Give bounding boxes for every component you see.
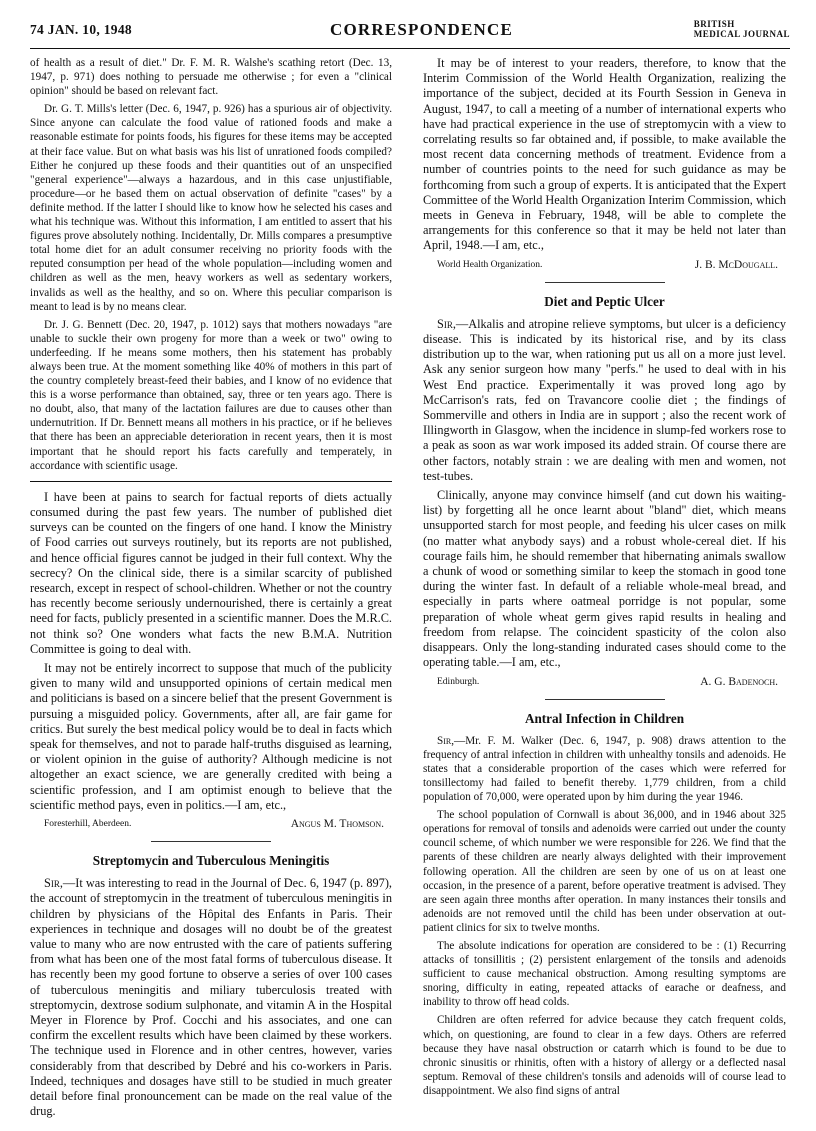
signature-place: World Health Organization. — [437, 259, 543, 270]
article-heading: Antral Infection in Children — [524, 710, 685, 726]
divider — [151, 841, 271, 842]
paragraph-text: —Mr. F. M. Walker (Dec. 6, 1947, p. 908) draws attention to the frequency of antral infection in children with unhealthy tonsils and adenoids. He states that a considerable proportion of the cases which were referred for tonsillectomy had failed to benefit thereby. 1,779 children, from a child population of 70,000, were operated upon by him during the year 1946. — [423, 734, 786, 804]
paragraph: It may be of interest to your readers, therefore, to know that the Interim Commission of the World Health Organization, realizing the importance of the subject, decided at its Fourth Session in Geneva in August, 1947, to call a meeting of a number of international experts who have had practical experience in the use of streptomycin with a view to correlating results so far obtained and, if possible, to make available the most recent data concerning methods of treatment. Evidence from a number of countries points to the need for such guidance as may be forthcoming from such a group of experts. It is anticipated that the Expert Committee of the World Health Organization Interim Commission, which meets in Geneva in February, 1948, will be able to complete the arrangements for this conference so that it may be held not later than April, 1948.—I am, etc., — [423, 56, 786, 253]
signature-name: A. G. Badenoch. — [700, 675, 778, 688]
divider — [545, 699, 665, 700]
paragraph: Children are often referred for advice because they catch frequent colds, which, on questioning, are found to clear in a few days. Others are referred because they have nasal obstruction or catarrh which is found to be due to chronic sinusitis or rhinitis, often with a history of allergy or a deflected nasal septum. Removal of these children's tonsils and adenoids will of course lead to disappointment. We also find signs of antral — [423, 1014, 786, 1097]
paragraph: The school population of Cornwall is about 36,000, and in 1946 about 325 operations for removal of tonsils and adenoids were carried out under the county council scheme, of which number we were responsible for 226. We find that the parents of these children are nearly always delighted with their improvement following operation. All the children are seen by one of us on at least one occasion, in the presence of a parent, before operative treatment is advised. They are seen again three months after operation. In many instances their tonsils and adenoids are not removed until the child has been under observation at out-patient clinics for six to twelve months. — [423, 809, 786, 934]
salutation: Sir, — [437, 316, 456, 331]
page-header — [30, 18, 790, 49]
paragraph: Clinically, anyone may convince himself (and cut down his waiting-list) by forgetting all he once learnt about "bland" diet, which means unsupported starch for most people, and feeding his ulcer cases on milk (no matter what anybody says) and a robust whole-cereal diet. If his courage fails him, he should remember that hibernating animals swallow a chunk of wood or something similar to keep the stomach in good tone during the winter fast. In default of a reliable whole-meal bread, and especially in parts where oatmeal porridge is not popular, some preparation of whole wheat germ gives rapid results in healing and freedom from relapse. The coincident spasticity of the colon also disappears. Only the long-standing indurated cases should come to the operating table.—I am, etc., — [423, 488, 786, 670]
paragraph: It may not be entirely incorrect to suppose that much of the publicity given to many wild and unsupported opinions of certain medical men and politicians is based on a sincere belief that the present Government is pursuing a misguided policy. Governments, after all, are fair game for critics. But surely the best medical policy would be to deal in facts which speak for themselves, and not to parade half-truths disguised as learning, or violent opinion in the guise of authority? Although medicine is not altogether an exact science, we are generally credited with being a scientific profession, and I am optimist enough to believe that the scientific method pays, even in politics.—I am, etc., — [30, 660, 392, 812]
paragraph: I have been at pains to search for factual reports of diets actually consumed during the past few years. The number of published diet surveys can be counted on the fingers of one hand. I know the Ministry of Food carries out surveys routinely, but its reports are not published, and hence official figures cannot be judged in their full context. Why the secrecy? On the clinical side, there is a similar scarcity of published research, except in respect of school-children. Whether or not the country has recently become seriously undernourished, there is certainly a great need for facts, publicly presented in a scientific manner. Does the M.R.C. not think so? One wonders what facts the new B.M.A. Nutrition Committee is going to deal with. — [30, 489, 392, 656]
journal-name — [694, 19, 790, 39]
signature — [30, 817, 392, 831]
signature-place: Edinburgh. — [437, 676, 480, 687]
left-column — [30, 56, 392, 1123]
signature — [423, 258, 786, 272]
signature-name: Angus M. Thomson. — [290, 817, 384, 830]
salutation: Sir, — [44, 876, 63, 891]
paragraph: The absolute indications for operation are considered to be : (1) Recurring attacks of tonsillitis ; (2) persistent enlargement of the tonsils and adenoids sufficient to cause mechanical obstruction. Among resulting symptoms are snoring, difficulty in eating, repeated attacks of earache or deafness, and inability to throw off head colds. — [423, 940, 786, 1009]
paragraph: Dr. G. T. Mills's letter (Dec. 6, 1947, p. 926) has a spurious air of objectivity. Since anyone can calculate the food value of rationed foods and make a reasonable estimate for points foods, his figures for these items may be accepted at their face value. But on what basis was his list of unrationed foods compiled? Either he conjured up these foods and their quantities out of an unspecified "general experience"—always a hazardous, and in this case unjustifiable, procedure—or he based them on actual observation of definite "cases" by a definite method. If the latter I should like to know how he selected his cases and what his technique was. Without this information, I am entitled to assert that his figures prove absolutely nothing. Incidentally, Dr. Mills compares a presumptive total home diet for an adult consumer receiving no priority foods with the reputed consumption per head of the whole population—including women and children as well as the men, heavy workers as well as sedentary workers, invalids as well as the healthy, and so on. Where this peculiar comparison is meant to lead is by no means clear. — [30, 103, 392, 313]
divider — [545, 282, 665, 283]
salutation: Sir, — [437, 734, 455, 747]
journal-name-line2: MEDICAL JOURNAL — [693, 29, 790, 39]
article-heading: Diet and Peptic Ulcer — [544, 293, 665, 309]
journal-name-line1: BRITISH — [693, 19, 735, 29]
signature-place: Foresterhill, Aberdeen. — [44, 818, 132, 829]
article-heading: Streptomycin and Tuberculous Meningitis — [92, 853, 330, 869]
paragraph-text: —It was interesting to read in the Journal of Dec. 6, 1947 (p. 897), the account of streptomycin in the treatment of tuberculous meningitis in children by physicians of the Hôpital des Enfants in Paris. Their experiences in technique and dosages will no doubt be of the greatest value to many who are now entrusted with the care of patients suffering from what has been one of the most fatal forms of tuberculous disease. It has recently been my good fortune to observe a series of over 100 cases of tuberculous meningitis and miliary tuberculosis treated with streptomycin, dextrose sodium sulphonate, and vitamin A in the Hospital Meyer in Florence by Prof. Cocchi and his associates, and one can confirm the excellent results which have been claimed by these workers. The technique used in Florence and in other centres, however, varies considerably from that described by Debré and his co-workers in Paris. Indeed, techniques and dosages have still to be studied in much greater detail before final pronouncement can be made on the real value of the drug. — [30, 876, 392, 1119]
paragraph — [30, 876, 392, 1119]
paragraph: Dr. J. G. Bennett (Dec. 20, 1947, p. 1012) says that mothers nowadays "are unable to suckle their own progeny for more than a week or two" owing to underfeeding. If he means some mothers, then his statement has probably always been true. At the moment something like 40% of mothers in this part of the country completely breast-feed their babies, and I know of no evidence that this is a worse performance than obtained, say, three or ten years ago. There is no doubt, also, that many of the lactation failures are due to causes other than undernutrition. If Dr. Bennett means all mothers in his practice, or if he believes that there has been an appreciable deterioration in recent years, then it is most important that he should report his facts carefully and temperately, in accordance with scientific usage. — [30, 318, 392, 472]
section-title: CORRESPONDENCE — [330, 20, 514, 39]
paragraph: of health as a result of diet." Dr. F. M. R. Walshe's scathing retort (Dec. 13, 1947, p. 971) does nothing to persuade me otherwise ; for even a "clinical opinion" should be based on relevant fact. — [30, 57, 392, 98]
page-number-date: 74 JAN. 10, 1948 — [30, 22, 132, 37]
signature — [423, 675, 786, 689]
paragraph — [423, 317, 786, 484]
paragraph — [423, 734, 786, 804]
paragraph-text: —Alkalis and atropine relieve symptoms, but ulcer is a deficiency disease. This is indicated by its historical rise, and by its class distribution up to the war, when rationing put us all on a more just level. Ask any senior surgeon how many "perfs." he used to deal with in his West End practice. Experimentally it was proved long ago by McCarrison's rats, fed on Travancore coolie diet ; the findings of Sommerville and others in India are in support ; also the recent work of Illingworth in Glasgow, when the incidence in slump-fed workers rose to a peak as soon as war work imposed its added strain. Of course there are other factors, notably strain : we are dealing with men and women, not test-tubes. — [423, 316, 786, 483]
right-column — [423, 56, 786, 1102]
divider — [30, 481, 392, 482]
signature-name: J. B. McDougall. — [694, 258, 778, 271]
